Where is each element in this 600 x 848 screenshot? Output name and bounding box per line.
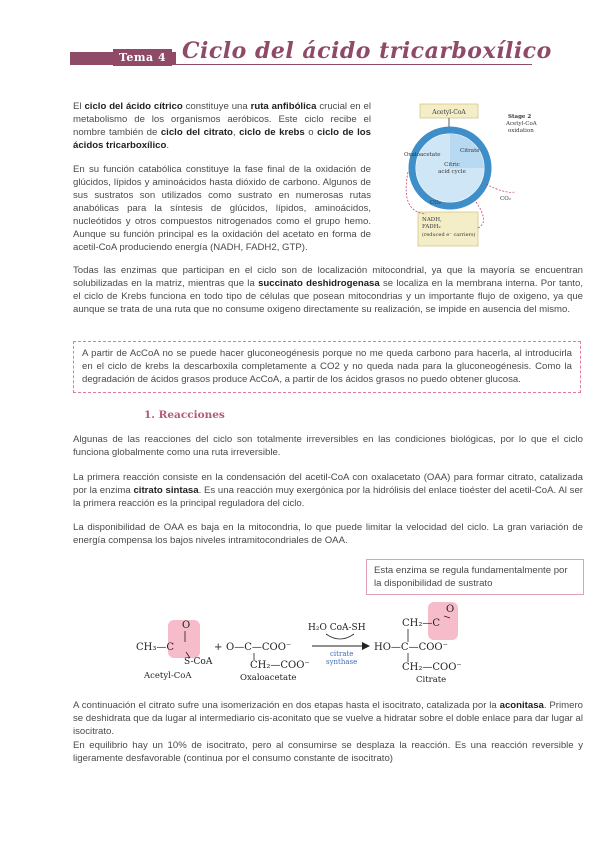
- bold-term: ciclo del ácido cítrico: [84, 101, 183, 112]
- enzyme-regulation-note: Esta enzima se regula fundamentalmente por la disponibilidad de sustrato: [366, 559, 584, 595]
- h2o-curve: [326, 634, 354, 639]
- reduced-carriers-label: (reduced e⁻ carriers): [422, 232, 476, 238]
- reactions-paragraph-3: La disponibilidad de OAA es baja en la mitocondria, lo que puede limitar la velocidad del ciclo. La gran variación de energía compensa los bajos niveles intramitocondriales de OAA.: [73, 522, 583, 546]
- bold-term: succinato deshidrogenasa: [258, 278, 380, 289]
- acetyl-scoa: S-CoA: [184, 657, 213, 667]
- bold-term: ciclo de krebs: [239, 127, 305, 138]
- cit-mid: HO—C—COO⁻: [374, 642, 448, 653]
- reactions-paragraph-1: Algunas de las reacciones del ciclo son totalmente irreversibles en las condiciones biológicas, por lo que el ciclo funciona globalmente como una ruta irreversible.: [73, 434, 583, 458]
- reactions-paragraph-5: En equilibrio hay un 10% de isocitrato, pero al consumirse se desplaza la reacción. Es una reacción reversible y ligeramente desfavorable (continua por el consumo constante de isocitrato): [73, 740, 583, 764]
- co2-left-label: CO₂: [430, 200, 441, 206]
- gluconeogenesis-note: A partir de AcCoA no se puede hacer gluconeogénesis porque no me queda carbono para hacerla, al introducirla en el ciclo de krebs la descarboxila completamente a CO2 y no queda nada para la gluconeogénesis. Como la degradación de ácidos grasos produce AcCoA, a partir de los ácidos grasos no puedo obtener glucosa.: [73, 341, 581, 393]
- oaa-top: O—C—COO⁻: [226, 642, 292, 653]
- acetyl-label: Acetyl-CoA: [144, 671, 192, 681]
- cit-top: CH₂—C: [402, 618, 441, 629]
- center-label-1: Citric: [444, 162, 460, 168]
- cit-bottom: CH₂—COO⁻: [402, 662, 462, 673]
- enzyme-label-2: synthase: [326, 658, 358, 666]
- reactions-paragraph-2: La primera reacción consiste en la condensación del acetil-CoA con oxalacetato (OAA) para formar citrato, catalizada por la enzima citrato sintasa. Es una reacción muy exergónica por la hidrólisis del enlace tioéster del acetil-CoA. Al ser la primera reacción es la principal reguladora del ciclo.: [73, 472, 583, 509]
- bold-term: aconitasa: [499, 700, 544, 711]
- citrate-label: Citrate: [460, 148, 480, 154]
- oaa-bottom: CH₂—COO⁻: [250, 660, 310, 671]
- bold-term: citrato sintasa: [133, 485, 199, 496]
- bold-term: ruta anfibólica: [250, 101, 317, 112]
- oxaloacetate-label: Oxaloacetate: [404, 152, 441, 158]
- section-title: 1. Reacciones: [144, 409, 225, 421]
- cycle-dashed-arrow-3: [486, 184, 515, 192]
- nadh-label: NADH,: [422, 217, 442, 223]
- acetyl-ch3: CH₃—C: [136, 642, 175, 653]
- h2o-coash: H₂O CoA-SH: [308, 623, 366, 633]
- fadh-label: FADH₂: [422, 224, 441, 230]
- intro-paragraph-1: El ciclo del ácido cítrico constituye una ruta anfibólica crucial en el metabolismo de los organismos aeróbicos. Este ciclo recibe el nombre también de ciclo del citrato, ciclo de krebs o ciclo de los ácidos tricarboxílico.: [73, 101, 371, 151]
- reactions-paragraph-4: A continuación el citrato sufre una isomerización en dos etapas hasta el isocitrato, catalizada por la aconitasa. Primero se deshidrata que da lugar al intermediario cis-aconitato que se vuelve a hidratar sobre el doble enlace para dar lugar al isocitrato.: [73, 700, 583, 737]
- cit-o: O: [446, 604, 455, 615]
- cit-label: Citrate: [416, 675, 447, 685]
- bold-term: ciclo del citrato: [160, 127, 233, 138]
- page-title: Ciclo del ácido tricarboxílico: [176, 38, 558, 64]
- header-tag: Tema 4: [113, 49, 172, 66]
- acetyl-coa-label: Acetyl-CoA: [432, 109, 466, 116]
- intro-paragraph-3: Todas las enzimas que participan en el ciclo son de localización mitocondrial, ya que la mayoría se encuentran solubilizadas en la matriz, mientras que la succinato deshidrogenasa se localiza en la membrana interna. Por tanto, el ciclo de Krebs funciona en todo tipo de células que posean mitocondrias y un importante flujo de oxigeno, ya que aunque se trata de una ruta que no consume oxigeno directamente su realización, se impide en ausencia del mismo.: [73, 265, 583, 315]
- reaction-arrowhead: [362, 642, 370, 650]
- acetyl-o: O: [182, 620, 191, 631]
- enzyme-label-1: citrate: [330, 650, 354, 658]
- citrate-synthase-reaction: [130, 598, 600, 688]
- stage-label: Stage 2: [508, 114, 532, 120]
- plus-sign: +: [214, 642, 223, 653]
- intro-paragraph-2: En su función catabólica constituye la fase final de la oxidación de glúcidos, lípidos y aminoácidos hasta dióxido de carbono. Algunos de sus sustratos son utilizados como sustrato en numerosas rutas anabólicas para la síntesis de glúcidos, lípidos, aminoácidos, nucleótidos y otros compuestos nitrogenados como el grupo hemo. Aunque su función principal es la oxidación del acetato en forma de acetil-CoA produciendo energía (NADH, FADH2, GTP).: [73, 164, 371, 253]
- co2-right-label: CO₂: [500, 196, 511, 202]
- stage-sub-2: oxidation: [508, 128, 534, 134]
- oaa-label: Oxaloacetate: [240, 673, 297, 683]
- bold-term: ciclo de los ácidos tricarboxílico: [73, 127, 371, 151]
- center-label-2: acid cycle: [438, 169, 466, 175]
- stage-sub-1: Acetyl-CoA: [506, 121, 537, 127]
- citric-acid-cycle-figure: [390, 102, 578, 250]
